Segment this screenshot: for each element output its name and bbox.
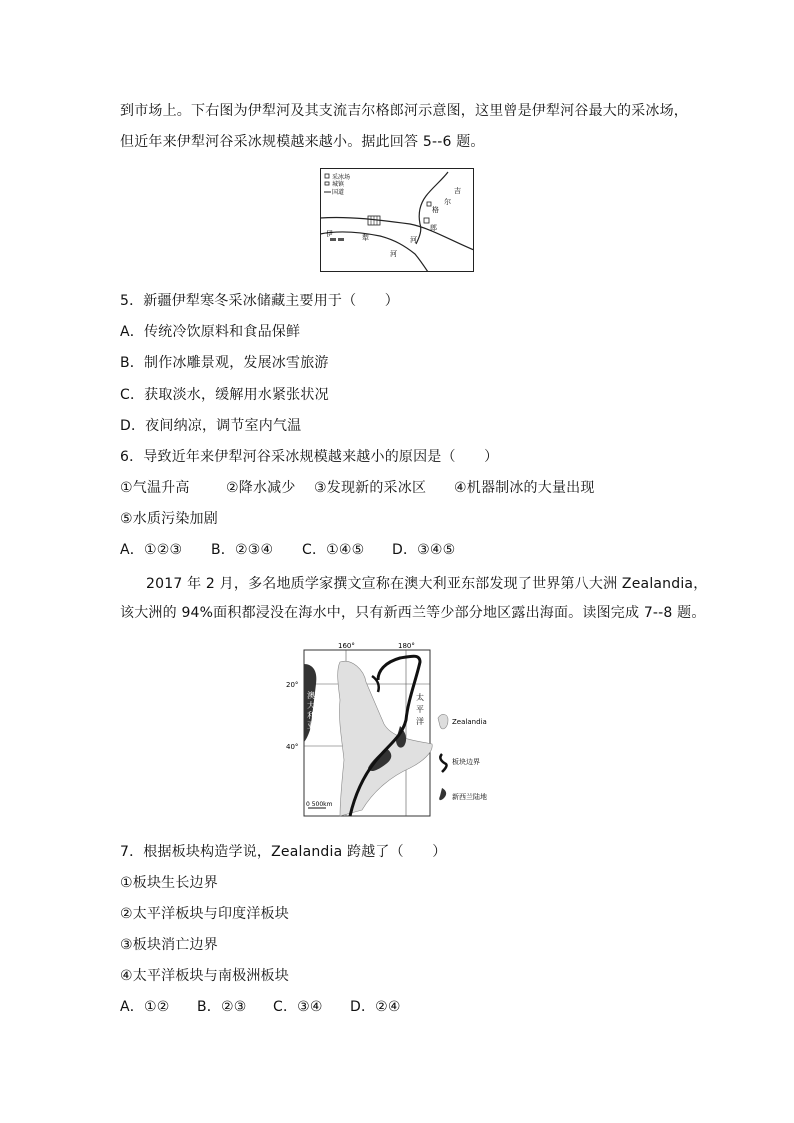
svg-text:平: 平	[416, 705, 424, 714]
q7-answer-a: A．①②	[120, 999, 170, 1015]
q7-answer-b: B．②③	[197, 999, 247, 1015]
label-er: 尔	[444, 198, 451, 206]
q7-answer-d: D．②④	[350, 999, 401, 1015]
q6-item-1: ①气温升高	[120, 480, 190, 496]
q5-option-b: B．制作冰雕景观，发展冰雪旅游	[120, 355, 329, 371]
pacific-label	[416, 692, 424, 726]
q7-item-4: ④太平洋板块与南极洲板块	[120, 968, 289, 984]
lat-40: 40°	[286, 743, 299, 751]
label-li: 犁	[362, 234, 369, 242]
svg-text:澳: 澳	[307, 691, 315, 700]
q6-item-4: ④机器制冰的大量出现	[454, 480, 595, 496]
intro-line-2: 但近年来伊犁河谷采冰规模越来越小。据此回答 5--6 题。	[120, 134, 485, 150]
label-ji: 吉	[454, 187, 461, 195]
q7-item-1: ①板块生长边界	[120, 875, 218, 891]
lon-160: 160°	[338, 642, 355, 650]
q6-answer-c: C．①④⑤	[302, 542, 365, 558]
q6-item-2: ②降水减少	[226, 480, 296, 496]
svg-text:亚: 亚	[307, 721, 315, 730]
q5-option-a: A．传统冷饮原料和食品保鲜	[120, 324, 301, 340]
lon-180: 180°	[398, 642, 415, 650]
legend-plate-boundary: 板块边界	[452, 758, 480, 766]
q5-option-d: D．夜间纳凉，调节室内气温	[120, 418, 302, 434]
q6-item-5: ⑤水质污染加剧	[120, 511, 218, 527]
scale-bar-label: 0 500km	[306, 801, 333, 808]
ili-river-map	[320, 168, 474, 272]
label-he-2: 河	[390, 250, 397, 258]
label-he-1: 河	[410, 236, 417, 244]
q7-stem: 7．根据板块构造学说，Zealandia 跨越了（ ）	[120, 844, 447, 860]
q7-answer-c: C．③④	[273, 999, 323, 1015]
svg-text:太: 太	[416, 693, 424, 702]
q5-stem: 5．新疆伊犁寒冬采冰储藏主要用于（ ）	[120, 293, 399, 309]
q6-stem: 6．导致近年来伊犁河谷采冰规模越来越小的原因是（ ）	[120, 449, 499, 465]
legend-national-road: 国道	[332, 189, 345, 196]
lat-20: 20°	[286, 681, 299, 689]
intro-line-1: 到市场上。下右图为伊犁河及其支流吉尔格郎河示意图，这里曾是伊犁河谷最大的采冰场，	[120, 103, 688, 119]
legend-zealandia: Zealandia	[452, 718, 487, 726]
svg-text:洋: 洋	[416, 717, 424, 726]
zealandia-map	[282, 640, 510, 824]
q6-answer-a: A．①②③	[120, 542, 183, 558]
q5-option-c: C．获取淡水，缓解用水紧张状况	[120, 387, 329, 403]
q6-item-3: ③发现新的采冰区	[314, 480, 427, 496]
intro2-line-1: 2017 年 2 月，多名地质学家撰文宣称在澳大利亚东部发现了世界第八大洲 Zealandia，	[146, 576, 708, 592]
q6-answer-b: B．②③④	[211, 542, 274, 558]
label-ge: 格	[432, 206, 439, 214]
label-lang: 郎	[430, 224, 437, 232]
svg-text:大: 大	[307, 701, 315, 710]
legend-nz-land: 新西兰陆地	[452, 793, 487, 801]
intro2-line-2: 该大洲的 94%面积都浸没在海水中，只有新西兰等少部分地区露出海面。读图完成 7--8 题。	[120, 605, 706, 621]
svg-text:利: 利	[307, 711, 315, 720]
q7-item-2: ②太平洋板块与印度洋板块	[120, 906, 289, 922]
label-yi: 伊	[326, 230, 333, 238]
map2-legend	[438, 714, 487, 801]
q7-item-3: ③板块消亡边界	[120, 937, 218, 953]
q6-answer-d: D．③④⑤	[392, 542, 456, 558]
legend-ice-field: 采冰场	[332, 174, 351, 181]
legend-town: 城镇	[332, 181, 345, 188]
